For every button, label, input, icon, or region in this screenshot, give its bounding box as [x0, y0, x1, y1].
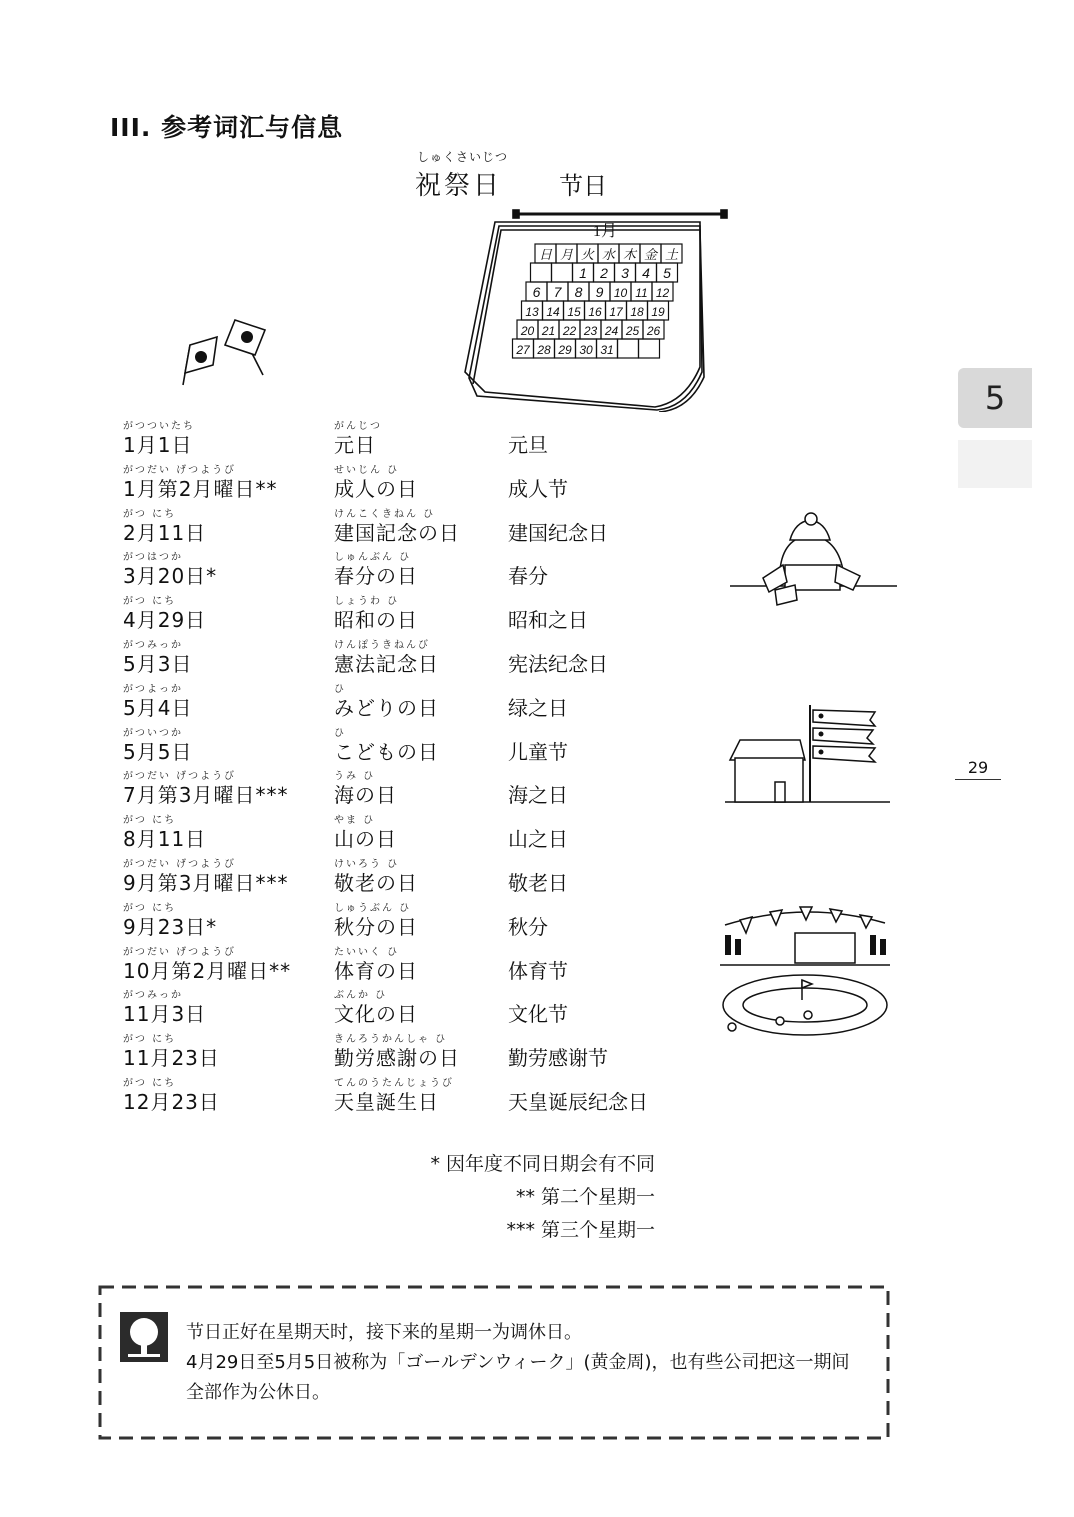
holiday-row [0, 683, 700, 727]
name-furigana: たいいく ひ [334, 946, 400, 958]
calendar-weekday: 木 [622, 247, 637, 262]
date-furigana: がつだい げつようび [123, 859, 237, 870]
calendar-day: 19 [651, 305, 665, 319]
holiday-date [123, 946, 291, 983]
name-text: 文化の日 [334, 1002, 418, 1027]
holiday-row [0, 858, 700, 902]
date-text: 4月29日 [123, 608, 207, 633]
date-text: 12月23日 [123, 1090, 220, 1114]
sports-day-illustration [720, 895, 895, 1040]
name-furigana: ひ [334, 683, 346, 695]
date-text: 9月23日* [123, 914, 218, 939]
calendar-weekday: 土 [664, 247, 679, 262]
holiday-name [334, 946, 418, 983]
name-furigana: うみ ひ [334, 771, 376, 783]
holiday-cn: 儿童节 [508, 739, 568, 764]
holiday-row [0, 814, 700, 858]
holiday-cn: 昭和之日 [508, 608, 588, 633]
holiday-row [0, 639, 700, 683]
holiday-name [334, 814, 397, 851]
name-furigana: しょうわ ひ [334, 596, 400, 608]
holiday-cn: 宪法纪念日 [508, 652, 608, 676]
holiday-date [123, 464, 277, 501]
holiday-row [0, 508, 700, 552]
calendar-day: 26 [646, 324, 661, 338]
calendar-day: 7 [553, 284, 562, 300]
name-text: 山の日 [334, 827, 397, 852]
name-text: 憲法記念日 [334, 652, 439, 676]
name-furigana: がんじつ [334, 421, 382, 432]
name-text: 元日 [334, 433, 376, 457]
holiday-name [334, 1077, 454, 1114]
date-furigana: がつみっか [123, 990, 183, 1002]
calendar-day: 16 [588, 305, 602, 319]
calendar-day: 15 [567, 305, 581, 319]
name-text: 昭和の日 [334, 608, 418, 633]
calendar-weekday: 月 [559, 247, 574, 262]
name-furigana: きんろうかんしゃ ひ [334, 1034, 448, 1046]
holiday-cn: 海之日 [508, 783, 568, 808]
chapter-tab: 5 [958, 368, 1032, 428]
date-text: 11月23日 [123, 1046, 220, 1071]
name-furigana: ひ [334, 727, 346, 739]
date-furigana: がつ にち [123, 508, 177, 520]
holiday-row [0, 1033, 700, 1077]
holiday-date [123, 683, 192, 720]
calendar-day: 21 [541, 324, 556, 338]
calendar-day: 30 [579, 343, 593, 357]
holiday-date [123, 902, 217, 939]
holiday-name [334, 727, 439, 764]
name-furigana: けんこくきねん ひ [334, 508, 436, 520]
holiday-date [123, 420, 195, 457]
holiday-cn: 元旦 [508, 433, 548, 457]
date-furigana: がついつか [123, 727, 183, 739]
holiday-date [123, 595, 206, 632]
holiday-name [334, 902, 418, 939]
holiday-date [123, 858, 288, 895]
holiday-row [0, 420, 700, 464]
date-furigana: がつ にち [123, 596, 177, 608]
date-text: 5月3日 [123, 652, 193, 676]
holiday-name [334, 551, 418, 588]
name-text: みどりの日 [334, 695, 439, 720]
info-line: 4月29日至5月5日被称为「ゴールデンウィーク」(黄金周)，也有些公司把这一期间 [186, 1352, 850, 1373]
holiday-name [334, 770, 397, 807]
date-text: 11月3日 [123, 1002, 207, 1027]
date-furigana: がつみっか [123, 640, 183, 651]
date-text: 1月1日 [123, 433, 193, 457]
holiday-name [334, 595, 418, 632]
name-furigana: けんぽうきねんび [334, 640, 430, 651]
name-text: こどもの日 [334, 739, 439, 764]
holiday-cn: 天皇诞辰纪念日 [508, 1090, 648, 1114]
holiday-date [123, 639, 192, 676]
holiday-row [0, 551, 700, 595]
holiday-name [334, 639, 439, 676]
date-text: 5月5日 [123, 739, 193, 764]
holiday-name [334, 683, 439, 720]
heading-jp: 祝祭日 [415, 171, 503, 201]
heading-ruby: しゅくさいじつ [417, 150, 509, 164]
holiday-row [0, 727, 700, 771]
name-furigana: しゅんぶん ひ [334, 552, 412, 564]
calendar-weekday: 日 [538, 247, 553, 262]
date-furigana: がつついたち [123, 421, 195, 432]
holiday-cn: 春分 [508, 564, 548, 589]
holiday-date [123, 989, 206, 1026]
tree-icon [120, 1312, 168, 1362]
date-text: 1月第2月曜日** [123, 476, 278, 501]
page-heading [415, 148, 607, 202]
name-furigana: やま ひ [334, 815, 376, 827]
holiday-cn: 山之日 [508, 827, 568, 852]
calendar-day: 17 [609, 305, 623, 319]
date-furigana: がつ にち [123, 902, 177, 914]
calendar-weekday: 金 [643, 247, 658, 262]
date-text: 5月4日 [123, 695, 193, 720]
calendar-day: 29 [558, 343, 572, 357]
name-text: 体育の日 [334, 958, 418, 983]
footnote: *** 第三个星期一 [506, 1219, 655, 1241]
date-text: 9月第3月曜日*** [123, 871, 289, 895]
holiday-date [123, 1033, 220, 1070]
holiday-cn: 建国纪念日 [508, 520, 608, 545]
section-title: III. 参考词汇与信息 [110, 113, 344, 142]
name-text: 秋分の日 [334, 914, 418, 939]
holiday-date [123, 770, 288, 807]
calendar-day: 22 [562, 324, 577, 338]
info-line: 全部作为公休日。 [186, 1382, 330, 1403]
calendar-day: 24 [604, 324, 619, 338]
holiday-name [334, 420, 382, 457]
name-furigana: せいじん ひ [334, 464, 400, 476]
name-furigana: ぶんか ひ [334, 990, 388, 1002]
holiday-row [0, 1077, 700, 1121]
holiday-cn: 秋分 [508, 914, 548, 939]
date-furigana: がつ にち [123, 815, 177, 827]
holiday-cn: 绿之日 [508, 695, 568, 720]
holiday-name [334, 508, 460, 545]
heading-cn: 节日 [559, 172, 608, 200]
calendar-day: 25 [625, 324, 640, 338]
info-text [186, 1318, 886, 1408]
calendar-day: 18 [630, 305, 644, 319]
calendar-day: 12 [655, 286, 670, 300]
holiday-name [334, 989, 418, 1026]
name-text: 成人の日 [334, 476, 418, 501]
name-text: 建国記念の日 [334, 520, 460, 545]
calendar-day: 27 [516, 343, 530, 357]
name-text: 海の日 [334, 783, 397, 808]
footnotes [380, 1148, 700, 1247]
calendar-day: 8 [574, 284, 583, 300]
calendar-day: 20 [520, 324, 535, 338]
date-text: 8月11日 [123, 827, 207, 852]
date-furigana: がつだい げつようび [123, 464, 237, 476]
holiday-date [123, 508, 206, 545]
date-furigana: がつはつか [123, 552, 183, 564]
calendar-illustration [455, 202, 735, 412]
holiday-row [0, 989, 700, 1033]
chapter-tab-shadow [958, 440, 1032, 488]
name-furigana: けいろう ひ [334, 859, 400, 870]
koinobori-illustration [725, 700, 895, 810]
date-text: 3月20日* [123, 564, 218, 589]
calendar-weekday: 水 [601, 247, 616, 262]
calendar-day: 3 [621, 265, 629, 281]
name-text: 天皇誕生日 [334, 1090, 439, 1114]
holiday-cn: 文化节 [508, 1002, 568, 1027]
footnote: * 因年度不同日期会有不同 [430, 1153, 655, 1175]
holiday-row [0, 464, 700, 508]
holiday-row [0, 946, 700, 990]
calendar-day: 10 [613, 286, 628, 300]
footnote: ** 第二个星期一 [515, 1186, 655, 1208]
info-line: 节日正好在星期天时，接下来的星期一为调休日。 [186, 1322, 582, 1343]
calendar-month: 1月 [593, 223, 618, 240]
calendar-day: 11 [635, 286, 648, 300]
calendar-day: 6 [532, 284, 541, 300]
date-text: 10月第2月曜日** [123, 958, 292, 983]
date-furigana: がつだい げつようび [123, 771, 237, 783]
calendar-day: 9 [595, 284, 604, 300]
holiday-row [0, 770, 700, 814]
name-furigana: しゅうぶん ひ [334, 902, 412, 914]
calendar-day: 23 [583, 324, 598, 338]
holiday-date [123, 551, 217, 588]
holiday-row [0, 595, 700, 639]
holiday-date [123, 727, 192, 764]
holiday-name [334, 464, 418, 501]
calendar-day: 28 [537, 343, 551, 357]
name-text: 敬老の日 [334, 871, 418, 895]
date-furigana: がつよっか [123, 683, 183, 695]
calendar-day: 2 [600, 265, 608, 281]
date-furigana: がつだい げつようび [123, 946, 237, 958]
page-number: 29 [955, 758, 1001, 780]
date-text: 7月第3月曜日*** [123, 783, 289, 808]
holiday-cn: 成人节 [508, 476, 568, 501]
calendar-day: 31 [600, 343, 614, 357]
holiday-cn: 体育节 [508, 958, 568, 983]
kagami-mochi-illustration [725, 510, 900, 615]
calendar-day: 5 [663, 265, 671, 281]
date-furigana: がつ にち [123, 1034, 177, 1046]
holiday-name [334, 1033, 460, 1070]
name-text: 春分の日 [334, 564, 418, 589]
holiday-cn: 敬老日 [508, 871, 568, 895]
holiday-date [123, 814, 206, 851]
calendar-weekday: 火 [580, 247, 595, 262]
name-furigana: てんのうたんじょうび [334, 1078, 454, 1089]
holiday-name [334, 858, 418, 895]
calendar-day: 14 [546, 305, 560, 319]
holiday-row [0, 902, 700, 946]
date-furigana: がつ にち [123, 1078, 177, 1089]
calendar-day: 4 [642, 265, 650, 281]
calendar-day: 13 [525, 305, 539, 319]
name-text: 勤労感謝の日 [334, 1046, 460, 1071]
holiday-date [123, 1077, 220, 1114]
holiday-cn: 勤劳感谢节 [508, 1046, 608, 1071]
flags-illustration [175, 315, 270, 390]
calendar-day: 1 [579, 265, 587, 281]
date-text: 2月11日 [123, 520, 207, 545]
